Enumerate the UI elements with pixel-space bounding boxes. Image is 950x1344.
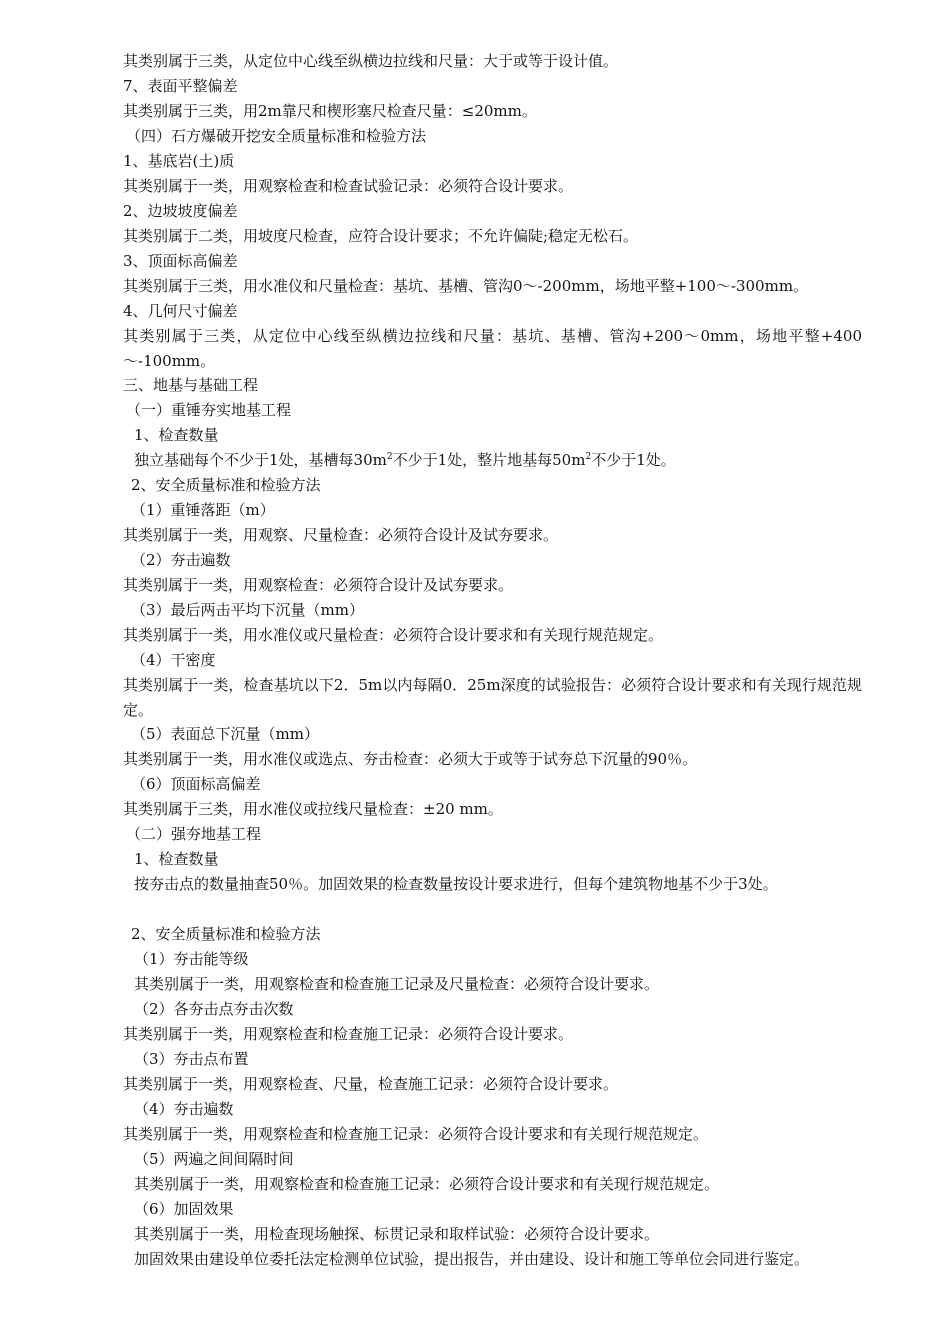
body-text: 其类别属于三类，从定位中心线至纵横边拉线和尺量：大于或等于设计值。	[123, 52, 619, 70]
body-text: 其类别属于一类，用水准仪或尺量检查：必须符合设计要求和有关现行规范规定。	[123, 626, 664, 644]
subitem-heading: （1）夯击能等级	[134, 950, 249, 968]
body-text: 其类别属于一类，用观察、尺量检查：必须符合设计及试夯要求。	[123, 526, 559, 544]
subitem-heading: （6）加固效果	[134, 1200, 234, 1218]
body-text: 其类别属于三类，从定位中心线至纵横边拉线和尺量：基坑、基槽、管沟+200～0mm，场地平整+400～-100mm。	[123, 327, 862, 370]
section-heading: （一）重锤夯实地基工程	[126, 401, 292, 419]
subitem-heading: （1）重锤落距（m）	[131, 501, 275, 519]
body-text: 其类别属于一类，用观察检查：必须符合设计及试夯要求。	[123, 576, 514, 594]
body-text: 其类别属于一类，用观察检查和检查施工记录：必须符合设计要求和有关现行规范规定。	[134, 1175, 720, 1193]
item-heading: 2、安全质量标准和检验方法	[131, 476, 321, 494]
body-text: 其类别属于三类，用2m靠尺和楔形塞尺检查尺量：≤20mm。	[123, 102, 537, 120]
subitem-heading: （3）夯击点布置	[134, 1050, 249, 1068]
body-text: 其类别属于一类，检查基坑以下2．5m以内每隔0．25m深度的试验报告：必须符合设计要求和有关现行规范规定。	[123, 676, 862, 719]
subitem-heading: （6）顶面标高偏差	[131, 775, 261, 793]
subitem-heading: （2）各夯击点夯击次数	[134, 1000, 294, 1018]
item-heading: 1、检查数量	[134, 850, 219, 868]
body-text: 其类别属于一类，用观察检查和检查施工记录及尺量检查：必须符合设计要求。	[134, 975, 660, 993]
body-text: 其类别属于三类，用水准仪和尺量检查：基坑、基槽、管沟0～-200mm，场地平整+100～-300mm。	[123, 277, 809, 295]
subitem-heading: （4）干密度	[131, 651, 216, 669]
item-heading: 2、边坡坡度偏差	[123, 202, 238, 220]
body-text: 其类别属于一类，用观察检查和检查施工记录：必须符合设计要求。	[123, 1025, 574, 1043]
superscript: 2	[386, 452, 393, 462]
body-text: 其类别属于一类，用观察检查和检查试验记录：必须符合设计要求。	[123, 177, 574, 195]
item-heading: 3、顶面标高偏差	[123, 252, 238, 270]
subitem-heading: （3）最后两击平均下沉量（mm）	[131, 601, 364, 619]
subitem-heading: （5）两遍之间间隔时间	[134, 1150, 294, 1168]
body-text: 其类别属于一类，用水准仪或选点、夯击检查：必须大于或等于试夯总下沉量的90％。	[123, 750, 698, 768]
item-heading: 4、几何尺寸偏差	[123, 302, 238, 320]
item-heading: 1、基底岩(土)质	[123, 152, 235, 170]
chapter-heading: 三、地基与基础工程	[123, 376, 259, 394]
subitem-heading: （2）夯击遍数	[131, 551, 231, 569]
body-text: 其类别属于三类，用水准仪或拉线尺量检查：±20 mm。	[123, 800, 503, 818]
item-heading: 7、表面平整偏差	[123, 77, 238, 95]
subitem-heading: （5）表面总下沉量（mm）	[131, 725, 319, 743]
body-text-with-superscript: 独立基础每个不少于1处，基槽每$30m^2$不少于1处，整片地基每$50m^2$不少于1处。	[134, 451, 676, 469]
body-text: 按夯击点的数量抽查50％。加固效果的检查数量按设计要求进行，但每个建筑物地基不少于3处。	[134, 875, 778, 893]
body-text: 其类别属于二类，用坡度尺检查，应符合设计要求；不允许偏陡;稳定无松石。	[123, 227, 639, 245]
subitem-heading: （4）夯击遍数	[134, 1100, 234, 1118]
superscript: 2	[585, 452, 592, 462]
body-text: 其类别属于一类，用检查现场触探、标贯记录和取样试验：必须符合设计要求。	[134, 1225, 660, 1243]
body-text: 其类别属于一类，用观察检查和检查施工记录：必须符合设计要求和有关现行规范规定。	[123, 1125, 709, 1143]
body-text: 其类别属于一类，用观察检查、尺量，检查施工记录：必须符合设计要求。	[123, 1075, 619, 1093]
section-heading: （二）强夯地基工程	[126, 825, 262, 843]
item-heading: 2、安全质量标准和检验方法	[131, 925, 321, 943]
section-heading: （四）石方爆破开挖安全质量标准和检验方法	[126, 127, 427, 145]
item-heading: 1、检查数量	[134, 426, 219, 444]
body-text: 加固效果由建设单位委托法定检测单位试验，提出报告，并由建设、设计和施工等单位会同进行鉴定。	[134, 1250, 810, 1268]
